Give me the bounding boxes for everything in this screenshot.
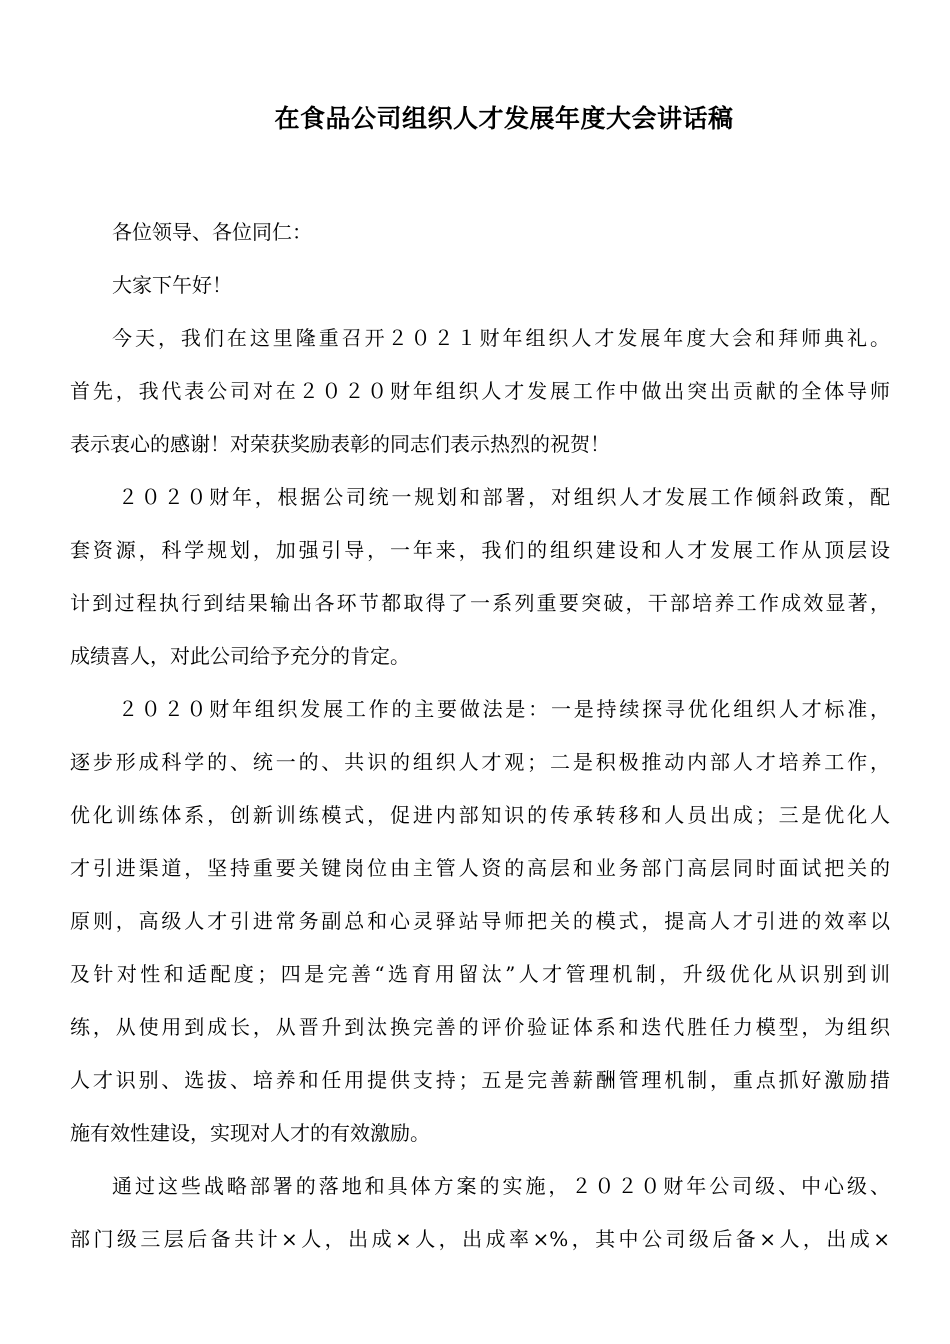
paragraph-line: 今天，我们在这里隆重召开２０２１财年组织人才发展年度大会和拜师典礼。 (112, 326, 890, 350)
paragraph-line: 通过这些战略部署的落地和具体方案的实施，２０２０财年公司级、中心级、 (112, 1174, 890, 1198)
paragraph-line: ２０２０财年组织发展工作的主要做法是：一是持续探寻优化组织人才标准， (118, 697, 890, 721)
document-body (70, 212, 890, 1259)
document-title: 在食品公司组织人才发展年度大会讲话稿 (274, 104, 734, 133)
paragraph-line: ２０２０财年，根据公司统一规划和部署，对组织人才发展工作倾斜政策，配 (118, 485, 890, 509)
paragraph-line: 逐步形成科学的、统一的、共识的组织人才观；二是积极推动内部人才培养工作， (70, 750, 890, 774)
paragraph-line: 部门级三层后备共计×人，出成×人，出成率×%，其中公司级后备×人，出成× (70, 1227, 890, 1251)
salutation-line: 各位领导、各位同仁： (112, 220, 312, 244)
paragraph-line: 表示衷心的感谢！对荣获奖励表彰的同志们表示热烈的祝贺！ (70, 432, 610, 456)
paragraph-line: 人才识别、选拔、培养和任用提供支持；五是完善薪酬管理机制，重点抓好激励措 (70, 1068, 890, 1092)
paragraph-line: 套资源，科学规划，加强引导，一年来，我们的组织建设和人才发展工作从顶层设 (70, 538, 890, 562)
paragraph-line: 及针对性和适配度；四是完善“选育用留汰”人才管理机制，升级优化从识别到训 (70, 962, 890, 986)
paragraph-line: 原则，高级人才引进常务副总和心灵驿站导师把关的模式，提高人才引进的效率以 (70, 909, 890, 933)
paragraph-line: 练，从使用到成长，从晋升到汰换完善的评价验证体系和迭代胜任力模型，为组织 (70, 1015, 890, 1039)
paragraph-line: 首先，我代表公司对在２０２０财年组织人才发展工作中做出突出贡献的全体导师 (70, 379, 890, 403)
paragraph-line: 施有效性建设，实现对人才的有效激励。 (70, 1121, 430, 1145)
greeting-line: 大家下午好！ (112, 273, 232, 297)
paragraph-line: 计到过程执行到结果输出各环节都取得了一系列重要突破，干部培养工作成效显著， (70, 591, 890, 615)
paragraph-line: 成绩喜人，对此公司给予充分的肯定。 (70, 644, 410, 668)
paragraph-line: 才引进渠道，坚持重要关键岗位由主管人资的高层和业务部门高层同时面试把关的 (70, 856, 890, 880)
paragraph-line: 优化训练体系，创新训练模式，促进内部知识的传承转移和人员出成；三是优化人 (70, 803, 890, 827)
